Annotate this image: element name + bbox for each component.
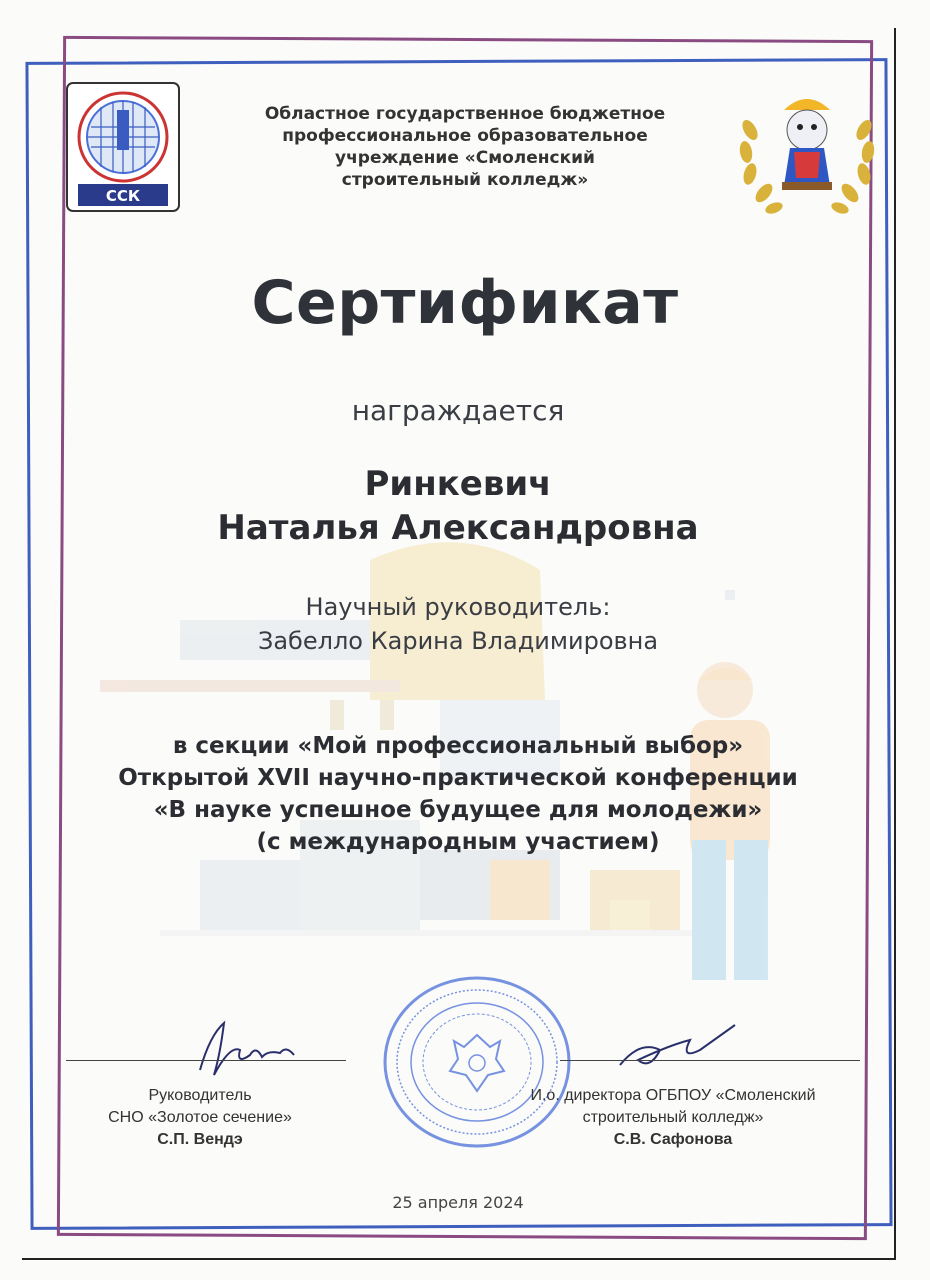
- builder-mascot-laurel-icon: [734, 90, 880, 220]
- left-signatory: [60, 1085, 340, 1151]
- left-signature: [190, 1015, 300, 1085]
- left-signatory-org: СНО «Золотое сечение»: [108, 1109, 292, 1126]
- awarded-label: награждается: [351, 394, 565, 427]
- right-signature-line: [560, 1060, 860, 1061]
- college-emblem-icon: [66, 82, 180, 212]
- section-line: «В науке успешное будущее для молодежи»: [153, 797, 763, 823]
- right-signatory: [478, 1085, 868, 1151]
- right-signature: [610, 1020, 740, 1080]
- certificate-title: Сертификат: [251, 268, 679, 338]
- section-line: (с международным участием): [256, 829, 660, 855]
- svg-text:ССК: ССК: [105, 187, 141, 205]
- section-description: [0, 730, 916, 858]
- left-signature-line: [66, 1060, 346, 1061]
- section-line: Открытой XVII научно-практической конференции: [118, 765, 798, 791]
- supervisor-name: Забелло Карина Владимировна: [257, 627, 659, 655]
- certificate-date: 25 апреля 2024: [392, 1193, 524, 1212]
- recipient-first-name: Наталья Александровна: [217, 508, 699, 548]
- supervisor-label: Научный руководитель:: [305, 593, 611, 621]
- recipient-surname: Ринкевич: [364, 464, 552, 504]
- left-signatory-name: С.П. Вендэ: [157, 1131, 243, 1148]
- recipient-name-block: [0, 462, 916, 550]
- organization-name: Областное государственное бюджетное профессиональное образовательное учреждение «Смоленский строительный колледж»: [264, 104, 666, 190]
- section-line: в секции «Мой профессиональный выбор»: [172, 733, 744, 759]
- left-signatory-role: Руководитель: [148, 1087, 252, 1104]
- supervisor-block: [0, 590, 916, 658]
- right-signatory-name: С.В. Сафонова: [613, 1131, 733, 1148]
- right-signatory-org: строительный колледж»: [582, 1109, 764, 1126]
- right-signatory-role: И.о. директора ОГБПОУ «Смоленский: [530, 1087, 816, 1104]
